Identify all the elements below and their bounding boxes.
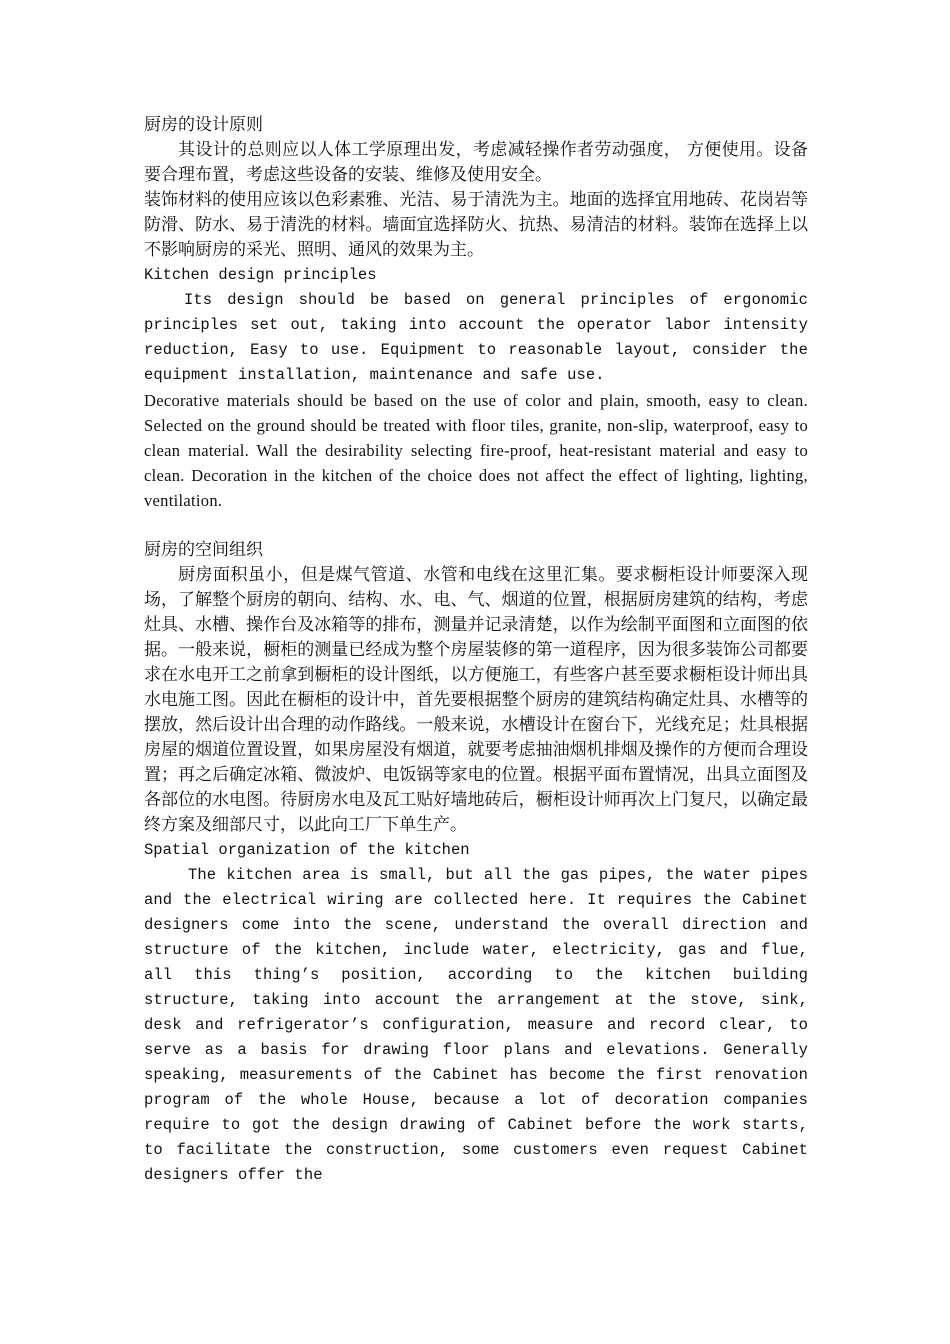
en-paragraph-spatial-organization: The kitchen area is small, but all the gas pipes, the water pipes and the electrical wiring are collected here. It requires the Cabinet designers come into the scene, understand the overall direction and structure of the kitchen, include water, electricity, gas and flue, all this thing’s position, according to the kitchen building structure, taking into account the arrangement at the stove, sink, desk and refrigerator’s configuration, measure and record clear, to serve as a basis for drawing floor plans and elevations. Generally speaking, measurements of the Cabinet has become the first renovation program of the whole House, because a lot of decoration companies require to got the design drawing of Cabinet before the work starts, to facilitate the construction, some customers even request Cabinet designers offer the <box>144 866 808 1184</box>
en-paragraph-design-general: Its design should be based on general principles of ergonomic principles set out, taking into account the operator labor intensity reduction, Easy to use. Equipment to reasonable layout, consider the equipment installation, maintenance and safe use. <box>144 291 808 384</box>
en-heading-design-principles: Kitchen design principles <box>144 266 377 284</box>
document-body <box>144 113 808 1188</box>
zh-heading-spatial-organization: 厨房的空间组织 <box>144 540 263 560</box>
zh-heading-design-principles: 厨房的设计原则 <box>144 115 263 135</box>
zh-paragraph-materials: 装饰材料的使用应该以色彩素雅、光洁、易于清洗为主。地面的选择宜用地砖、花岗岩等防滑、防水、易于清洗的材料。墙面宜选择防火、抗热、易清洁的材料。装饰在选择上以不影响厨房的采光、照明、通风的效果为主。 <box>144 190 808 260</box>
zh-paragraph-spatial-organization: 厨房面积虽小，但是煤气管道、水管和电线在这里汇集。要求橱柜设计师要深入现场，了解整个厨房的朝向、结构、水、电、气、烟道的位置，根据厨房建筑的结构，考虑灶具、水槽、操作台及冰箱等的排布，测量并记录清楚，以作为绘制平面图和立面图的依据。一般来说，橱柜的测量已经成为整个房屋装修的第一道程序，因为很多装饰公司都要求在水电开工之前拿到橱柜的设计图纸，以方便施工，有些客户甚至要求橱柜设计师出具水电施工图。因此在橱柜的设计中，首先要根据整个厨房的建筑结构确定灶具、水槽等的摆放，然后设计出合理的动作路线。一般来说，水槽设计在窗台下，光线充足；灶具根据房屋的烟道位置设置，如果房屋没有烟道，就要考虑抽油烟机排烟及操作的方便而合理设置；再之后确定冰箱、微波炉、电饭锅等家电的位置。根据平面布置情况，出具立面图及各部位的水电图。待厨房水电及瓦工贴好墙地砖后，橱柜设计师再次上门复尺，以确定最终方案及细部尺寸，以此向工厂下单生产。 <box>144 565 808 835</box>
en-heading-spatial-organization: Spatial organization of the kitchen <box>144 841 470 859</box>
en-paragraph-materials: Decorative materials should be based on the use of color and plain, smooth, easy to clean. Selected on the ground should be treated with floor tiles, granite, non-slip, waterproof, easy to clean material. Wall the desirability selecting fire-proof, heat-resistant material and easy to clean. Decoration in the kitchen of the choice does not affect the effect of lighting, lighting, ventilation. <box>144 391 808 510</box>
zh-paragraph-design-general: 其设计的总则应以人体工学原理出发，考虑减轻操作者劳动强度， 方便使用。设备要合理布置，考虑这些设备的安装、维修及使用安全。 <box>144 140 808 185</box>
section-spacer <box>144 513 808 538</box>
